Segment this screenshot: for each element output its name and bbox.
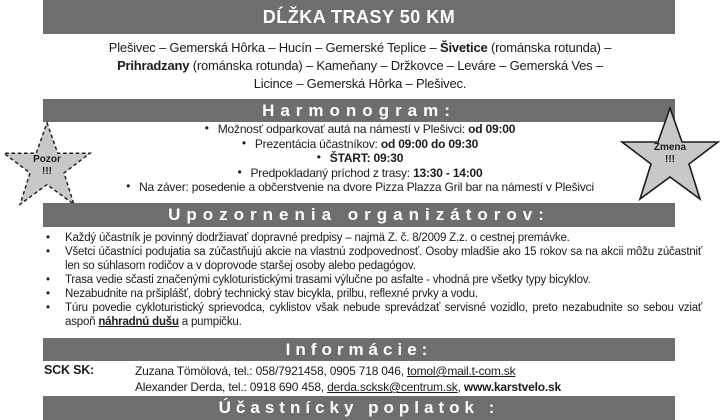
schedule-text [251,166,483,180]
attention-star-badge [2,121,92,207]
schedule-text [255,137,478,151]
text-segment: od 09:00 [468,122,516,136]
warning-text [65,246,702,272]
route-line [0,39,720,57]
star-text: !!! [42,165,52,177]
list-item [40,273,702,287]
list-item [0,166,720,181]
bullet-icon: • [46,274,50,286]
section-title: Upozornenia organizátorov: [168,205,550,224]
text-segment: Šivetice [439,40,488,55]
section-title: Informácie: [285,340,433,359]
star-text: Zmena [653,142,687,154]
list-item [40,245,702,273]
contact-lines [135,363,561,395]
route-line [0,57,720,75]
text-segment: ŠTART: 09:30 [329,151,404,165]
schedule-text [218,122,516,136]
list-item [40,301,702,329]
text-segment: Licince – Gemerská Hôrka – Plešivec. [253,76,467,91]
text-segment: Nezabudnite na pršiplášť, dobrý technický stav bicykla, prilbu, reflexné prvky a vodu. [65,288,478,300]
bullet-icon: • [46,246,50,258]
list-item [40,231,702,245]
text-segment: 13:30 - 14:00 [413,165,483,180]
text-segment: Túru povedie cykloturistický sprievodca, cyklistov však nebude sprevádzať servisné vozidlo, preto nezabudnite so sebou vziať aspoň [65,302,702,328]
list-item [0,151,720,166]
text-segment: Predpokladaný príchod z trasy: [250,165,414,180]
text-segment: Zuzana Tömölová, tel.: 058/7921458, 0905 718 046, [135,364,407,378]
bullet-icon: • [126,179,131,193]
text-segment: , [457,380,464,394]
warning-text [65,288,478,300]
title-banner [43,0,675,34]
bullet-icon: • [46,288,50,300]
text-segment: Alexander Derda, tel.: 0918 690 458, [135,380,328,394]
list-item [0,180,720,195]
text-segment: Plešivec – Gemerská Hôrka – Hucín – Gemerské Teplice – [108,40,440,55]
route-description [0,39,720,93]
change-star-badge [617,106,720,202]
page-title: DĹŽKA TRASY 50 KM [262,7,456,27]
bullet-icon: • [241,135,246,150]
warning-text [65,274,591,286]
text-segment: Všetci účastníci podujatia sa zúčastňujú akcie na vlastnú zodpovednosť. Osoby mladšie ako 15 rokov sa na akcii môžu zúčastniť len so súhlasom rodičov a v doprovode staršej osoby alebo pedagógov. [65,246,702,272]
contact-line [135,363,561,379]
star-text: !!! [665,154,675,166]
route-line [0,75,720,93]
section-header-poplatok [43,396,675,420]
text-segment: (románska rotunda) – Kameňany – Držkovce – Leváre – Gemerská Ves – [189,58,603,73]
bullet-icon: • [237,164,242,179]
link-text[interactable]: derda.scksk@centrum.sk [327,380,458,394]
text-segment: Prihradzany [117,58,190,73]
bullet-icon: • [46,302,50,314]
schedule-text [330,151,403,165]
text-segment: Prezentácia účastníkov: [254,136,381,151]
text-segment: Trasa vedie sčasti značenými cykloturistickými trasami výlučne po asfalte - vhodná pre všetky typy bicyklov. [65,274,591,286]
text-segment: náhradnú dušu [98,316,179,328]
star-text: Pozor [33,153,61,165]
bullet-icon: • [204,121,209,135]
warning-text [65,232,570,244]
list-item [0,122,720,137]
list-item [0,137,720,152]
link-text[interactable]: www.karstvelo.sk [463,380,561,394]
list-item [40,287,702,301]
bullet-icon: • [46,232,50,244]
schedule-text [139,180,594,194]
schedule-list [0,122,720,195]
text-segment: a pumpičku. [178,316,242,328]
text-segment: Možnosť odparkovať autá na námestí v Plešivci: [217,122,469,136]
section-header-upozornenia [43,203,675,227]
text-segment: Každý účastník je povinný dodržiavať dopravné predpisy – najmä Z. č. 8/2009 Z.z. o cestnej premávke. [65,232,570,244]
section-header-harmonogram [43,99,675,122]
text-segment: od 09:00 do 09:30 [380,136,479,151]
section-title: Harmonogram: [262,101,456,120]
contact-org-label: SCK SK: [44,363,94,377]
text-segment: (románska rotunda) – [487,40,612,55]
section-header-informacie [43,338,675,361]
section-title: Účastnícky poplatok : [218,398,500,417]
warnings-list [40,231,702,329]
contact-line [135,379,561,395]
warning-text [65,302,702,328]
link-text[interactable]: tomol@mail.t-com.sk [407,364,516,378]
bullet-icon: • [316,150,321,164]
text-segment: Na záver: posedenie a občerstvenie na dvore Pizza Plazza Gril bar na námestí v Plešivci [139,180,594,194]
